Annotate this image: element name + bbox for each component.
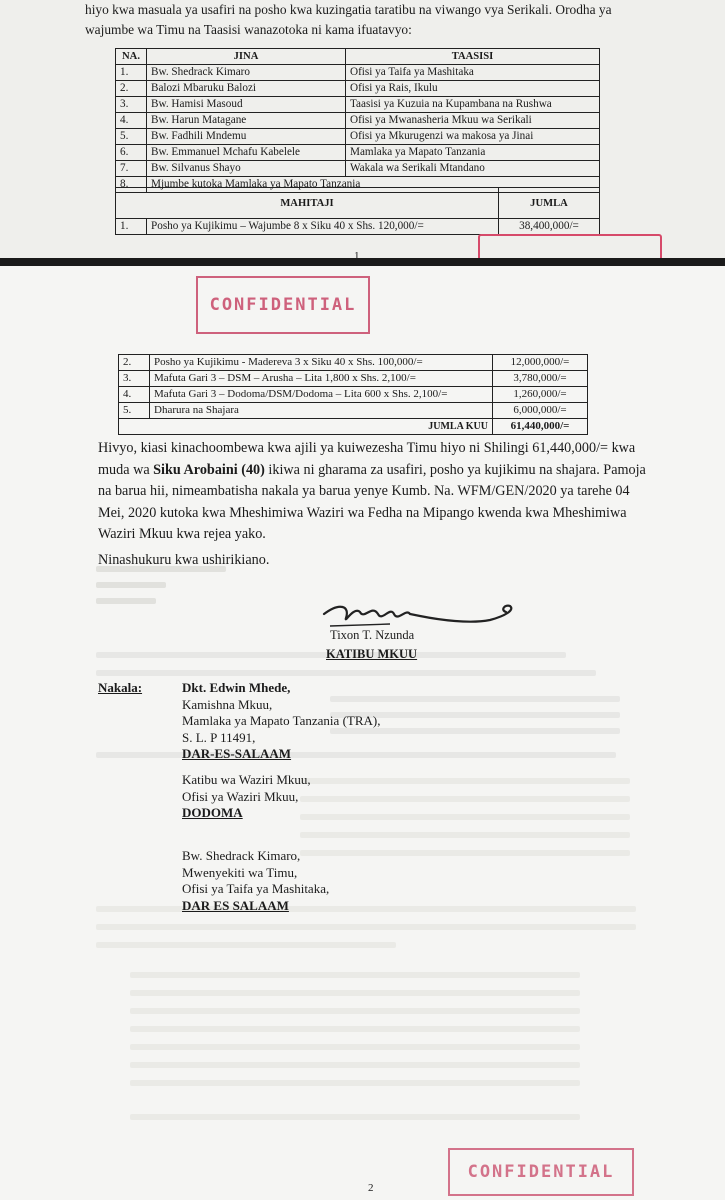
recipient-line: Bw. Shedrack Kimaro, (182, 848, 301, 863)
paragraph-line: Hivyo, kiasi kinachoombewa kwa ajili ya kuiwezesha Timu hiyo ni Shilingi 61,440,000/= kwa (98, 440, 636, 456)
paragraph-line (98, 460, 646, 482)
row-no: 2. (116, 81, 147, 97)
row-amount: 3,780,000/= (493, 371, 588, 387)
copy-recipient-2 (182, 772, 311, 822)
recipient-city: DAR-ES-SALAAM (182, 746, 292, 762)
body-paragraph (98, 438, 646, 546)
row-no: 3. (119, 371, 150, 387)
row-name: Bw. Shedrack Kimaro (147, 65, 346, 81)
header-total: JUMLA (499, 188, 600, 219)
row-no: 4. (119, 387, 150, 403)
total-label: JUMLA KUU (119, 419, 493, 435)
paragraph-line: Mei, 2020 kutoka kwa Mheshimiwa Waziri wa Fedha na Mipango kwenda kwa Mheshimiwa (98, 504, 627, 521)
row-no: 5. (119, 403, 150, 419)
row-institution: Mamlaka ya Mapato Tanzania (346, 145, 600, 161)
paragraph-line: Waziri Mkuu kwa rejea yako. (98, 526, 266, 542)
recipient-line: Ofisi ya Taifa ya Mashitaka, (182, 881, 330, 897)
row-institution: Wakala wa Serikali Mtandano (346, 161, 600, 177)
row-no: 6. (116, 145, 147, 161)
document-page-2 (0, 266, 725, 1200)
row-institution: Ofisi ya Taifa ya Mashitaka (346, 65, 600, 81)
table-row (116, 161, 600, 177)
row-name: Bw. Harun Matagane (147, 113, 346, 129)
copy-recipient-1 (182, 680, 380, 763)
row-no: 5. (116, 129, 147, 145)
row-no: 8. (116, 177, 147, 193)
table-row (116, 219, 600, 235)
row-no: 1. (116, 65, 147, 81)
recipient-line: Dkt. Edwin Mhede, (182, 680, 291, 695)
row-no: 1. (116, 219, 147, 235)
page-number: 1 (354, 250, 360, 258)
row-institution: Ofisi ya Mkurugenzi wa makosa ya Jinai (346, 129, 600, 145)
row-institution: Taasisi ya Kuzuia na Kupambana na Rushwa (346, 97, 600, 113)
header-needs: MAHITAJI (116, 188, 499, 219)
row-amount: 1,260,000/= (493, 387, 588, 403)
row-item: Mafuta Gari 3 – DSM – Arusha – Lita 1,800 x Shs. 2,100/= (150, 371, 493, 387)
recipient-line: Katibu wa Waziri Mkuu, (182, 772, 311, 787)
confidential-stamp: CONFIDENTIAL (196, 276, 370, 334)
table-row (119, 387, 588, 403)
table-row (116, 65, 600, 81)
row-name: Mjumbe kutoka Mamlaka ya Mapato Tanzania (147, 177, 600, 193)
table-row (119, 371, 588, 387)
copy-recipient-3 (182, 848, 329, 914)
document-page-1 (0, 0, 725, 258)
row-item: Posho ya Kujikimu - Madereva 3 x Siku 40 x Shs. 100,000/= (150, 355, 493, 371)
stamp-fragment (478, 234, 662, 258)
header-institution: TAASISI (346, 49, 600, 65)
row-no: 2. (119, 355, 150, 371)
row-item: Mafuta Gari 3 – Dodoma/DSM/Dodoma – Lita 600 x Shs. 2,100/= (150, 387, 493, 403)
row-amount: 12,000,000/= (493, 355, 588, 371)
row-name: Bw. Hamisi Masoud (147, 97, 346, 113)
recipient-line: S. L. P 11491, (182, 729, 256, 745)
table-row (116, 81, 600, 97)
signer-title: KATIBU MKUU (326, 647, 418, 661)
paragraph-line: na barua hii, nimeambatisha nakala ya barua yenye Kumb. Na. WFM/GEN/2020 ya tarehe 04 (98, 483, 630, 499)
row-item: Posho ya Kujikimu – Wajumbe 8 x Siku 40 x Shs. 120,000/= (147, 219, 499, 235)
copies-label: Nakala: (98, 680, 143, 695)
table-row (116, 129, 600, 145)
row-no: 7. (116, 161, 147, 177)
intro-line-2: wajumbe wa Timu na Taasisi wanazotoka ni kama ifuatavyo: (85, 22, 412, 37)
row-name: Bw. Fadhili Mndemu (147, 129, 346, 145)
recipient-line: Mwenyekiti wa Timu, (182, 864, 298, 880)
row-name: Bw. Silvanus Shayo (147, 161, 346, 177)
row-name: Balozi Mbaruku Balozi (147, 81, 346, 97)
table-row (119, 355, 588, 371)
table-row (116, 97, 600, 113)
confidential-stamp: CONFIDENTIAL (448, 1148, 634, 1196)
row-institution: Ofisi ya Mwanasheria Mkuu wa Serikali (346, 113, 600, 129)
costs-table (118, 354, 588, 435)
row-amount: 38,400,000/= (499, 219, 600, 235)
members-table-header (116, 49, 600, 65)
header-no: NA. (116, 49, 147, 65)
members-table (115, 48, 600, 193)
total-row (119, 419, 588, 435)
needs-table (115, 187, 600, 235)
row-name: Bw. Emmanuel Mchafu Kabelele (147, 145, 346, 161)
table-row (116, 145, 600, 161)
row-amount: 6,000,000/= (493, 403, 588, 419)
row-no: 3. (116, 97, 147, 113)
needs-table-header (116, 188, 600, 219)
row-no: 4. (116, 113, 147, 129)
recipient-city: DODOMA (182, 805, 243, 821)
row-item: Dharura na Shajara (150, 403, 493, 419)
recipient-line: Kamishna Mkuu, (182, 696, 273, 712)
total-amount: 61,440,000/= (493, 419, 588, 435)
closing-thanks: Ninashukuru kwa ushirikiano. (98, 552, 270, 568)
table-row (116, 113, 600, 129)
page-number: 2 (368, 1182, 374, 1194)
paragraph-text: muda wa (98, 461, 154, 478)
signer-name: Tixon T. Nzunda (330, 628, 415, 642)
duration-emphasis: Siku Arobaini (40) (153, 461, 265, 478)
header-name: JINA (147, 49, 346, 65)
paragraph-text: ikiwa ni gharama za usafiri, posho ya kujikimu na shajara. Pamoja (264, 461, 646, 478)
recipient-line: Mamlaka ya Mapato Tanzania (TRA), (182, 713, 381, 729)
table-row (119, 403, 588, 419)
recipient-city: DAR ES SALAAM (182, 897, 289, 913)
row-institution: Ofisi ya Rais, Ikulu (346, 81, 600, 97)
intro-line-1: hiyo kwa masuala ya usafiri na posho kwa kuzingatia taratibu na viwango vya Serikali. Orodha ya (85, 2, 612, 17)
recipient-line: Ofisi ya Waziri Mkuu, (182, 788, 299, 804)
